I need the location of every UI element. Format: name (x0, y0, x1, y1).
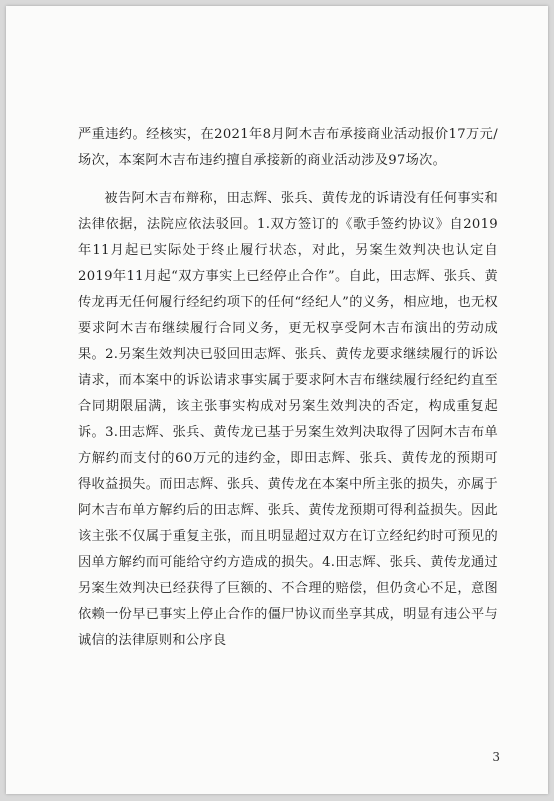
document-page (6, 6, 548, 794)
page-number: 3 (492, 750, 500, 764)
paragraph-defendant-argument: 被告阿木吉布辩称，田志辉、张兵、黄传龙的诉请没有任何事实和法律依据，法院应依法驳回。1.双方签订的《歌手签约协议》自2019年11月起已实际处于终止履行状态，对此，另案生效判决也认定自2019年11月起“双方事实上已经停止合作”。自此，田志辉、张兵、黄传龙再无任何履行经纪约项下的任何“经纪人”的义务，相应地，也无权要求阿木吉布继续履行合同义务，更无权享受阿木吉布演出的劳动成果。2.另案生效判决已驳回田志辉、张兵、黄传龙要求继续履行的诉讼请求，而本案中的诉讼请求事实属于要求阿木吉布继续履行经纪约直至合同期限届满，该主张事实构成对另案生效判决的否定，构成重复起诉。3.田志辉、张兵、黄传龙已基于另案生效判决取得了因阿木吉布单方解约而支付的60万元的违约金，即田志辉、张兵、黄传龙的预期可得收益损失。而田志辉、张兵、黄传龙在本案中所主张的损失，亦属于阿木吉布单方解约后的田志辉、张兵、黄传龙预期可得利益损失。因此该主张不仅属于重复主张，而且明显超过双方在订立经纪约时可预见的因单方解约而可能给守约方造成的损失。4.田志辉、张兵、黄传龙通过另案生效判决已经获得了巨额的、不合理的赔偿，但仍贪心不足，意图依赖一份早已事实上停止合作的僵尸协议而坐享其成，明显有违公平与诚信的法律原则和公序良 (78, 191, 498, 648)
document-body (78, 122, 498, 654)
paragraph-continued: 严重违约。经核实，在2021年8月阿木吉布承接商业活动报价17万元/场次，本案阿木吉布违约擅自承接新的商业活动涉及97场次。 (78, 127, 498, 168)
